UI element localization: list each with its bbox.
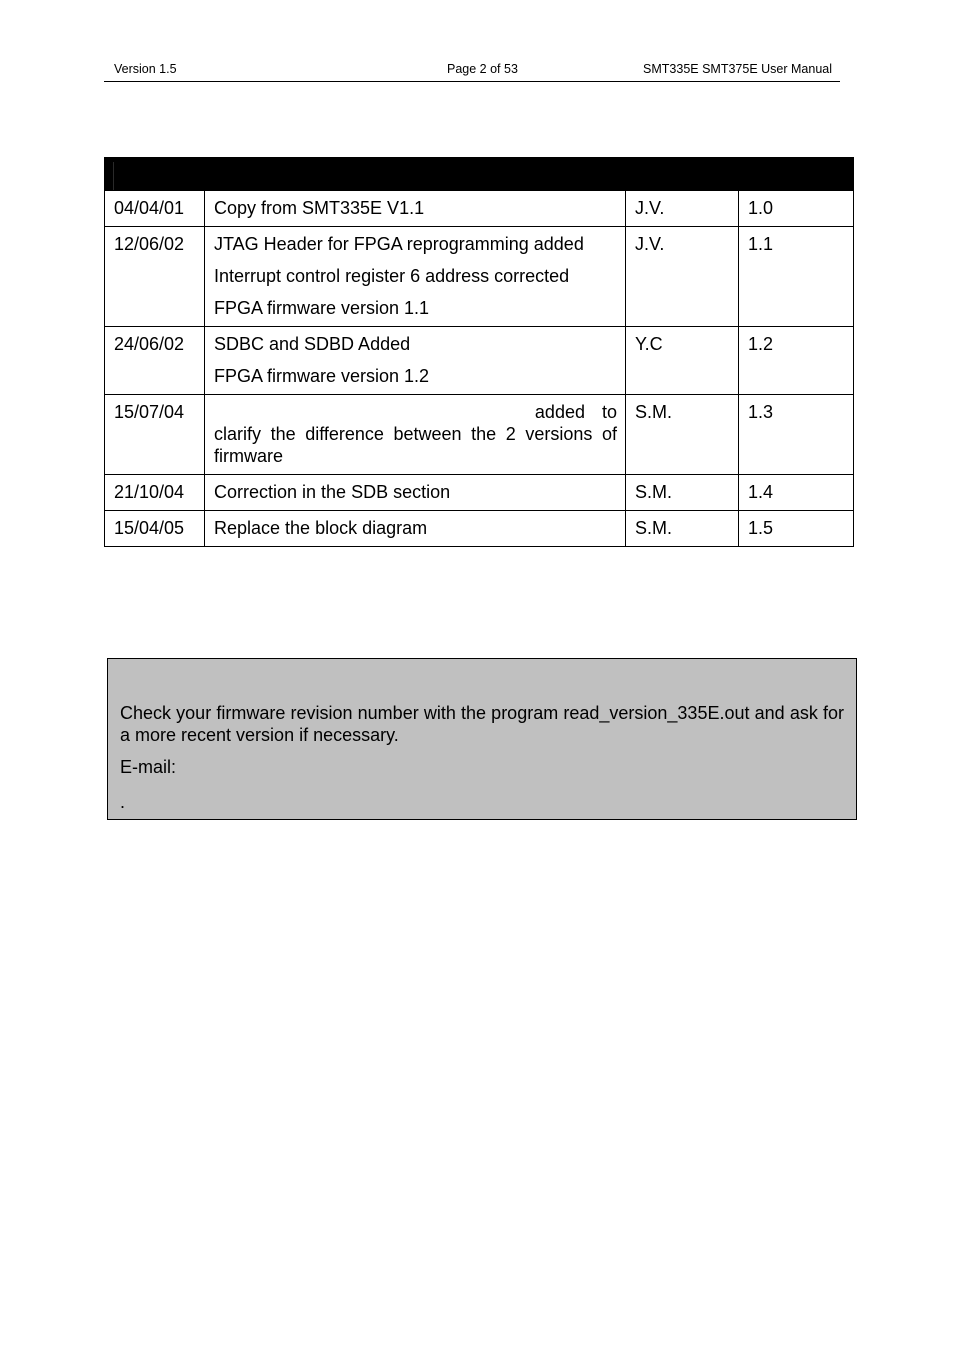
cell-date: 15/04/05 bbox=[105, 511, 205, 547]
cell-comments bbox=[205, 191, 626, 227]
cell-date: 21/10/04 bbox=[105, 475, 205, 511]
comment-line: Copy from SMT335E V1.1 bbox=[214, 198, 425, 218]
table-row bbox=[105, 191, 854, 227]
cell-version: 1.0 bbox=[739, 191, 854, 227]
cell-version: 1.4 bbox=[739, 475, 854, 511]
firmware-notice-text: Check your firmware revision number with the program read_version_335E.out and ask for a more recent version if necessary. bbox=[120, 703, 844, 745]
table-row bbox=[105, 227, 854, 327]
cell-author: J.V. bbox=[626, 227, 739, 327]
cell-author: S.M. bbox=[626, 511, 739, 547]
header-cell-version bbox=[739, 157, 854, 191]
table-row bbox=[105, 327, 854, 395]
header-cell-author bbox=[626, 157, 739, 191]
cell-comments bbox=[205, 475, 626, 511]
comment-line: FPGA firmware version 1.1 bbox=[214, 298, 430, 318]
document-title: SMT335E SMT375E User Manual bbox=[643, 62, 832, 76]
cell-comments bbox=[205, 327, 626, 395]
comment-line: SDBC and SDBD Added bbox=[214, 334, 411, 354]
cell-version: 1.1 bbox=[739, 227, 854, 327]
cell-version: 1.5 bbox=[739, 511, 854, 547]
cell-author: S.M. bbox=[626, 475, 739, 511]
comment-paragraph bbox=[214, 401, 617, 467]
header-cell-date bbox=[105, 157, 205, 191]
cell-comments bbox=[205, 395, 626, 475]
cell-comments bbox=[205, 511, 626, 547]
comment-line: FPGA firmware version 1.2 bbox=[214, 366, 430, 386]
cell-date: 15/07/04 bbox=[105, 395, 205, 475]
comment-line: Replace the block diagram bbox=[214, 518, 428, 538]
table-row bbox=[105, 475, 854, 511]
cell-author: Y.C bbox=[626, 327, 739, 395]
comment-lead: added to bbox=[534, 402, 617, 422]
table-row bbox=[105, 511, 854, 547]
cell-date: 24/06/02 bbox=[105, 327, 205, 395]
table-row bbox=[105, 395, 854, 475]
revision-history-table bbox=[104, 157, 854, 547]
email-label: E-mail: bbox=[120, 757, 177, 777]
cell-version: 1.3 bbox=[739, 395, 854, 475]
comment-line: JTAG Header for FPGA reprogramming added bbox=[214, 234, 584, 254]
cell-date: 04/04/01 bbox=[105, 191, 205, 227]
page-header bbox=[104, 61, 840, 82]
cell-author: J.V. bbox=[626, 191, 739, 227]
trailing-period: . bbox=[120, 792, 126, 812]
cell-date: 12/06/02 bbox=[105, 227, 205, 327]
comment-line: Interrupt control register 6 address corrected bbox=[214, 266, 570, 286]
header-cell-comments bbox=[205, 157, 626, 191]
cell-comments bbox=[205, 227, 626, 327]
cell-version: 1.2 bbox=[739, 327, 854, 395]
table-header-row bbox=[105, 157, 854, 191]
firmware-notice-box bbox=[107, 658, 857, 820]
document-version: Version 1.5 bbox=[114, 62, 177, 76]
page-number: Page 2 of 53 bbox=[447, 62, 518, 76]
cell-author: S.M. bbox=[626, 395, 739, 475]
comment-rest: clarify the difference between the 2 versions of firmware bbox=[214, 424, 617, 466]
comment-line: Correction in the SDB section bbox=[214, 482, 451, 502]
